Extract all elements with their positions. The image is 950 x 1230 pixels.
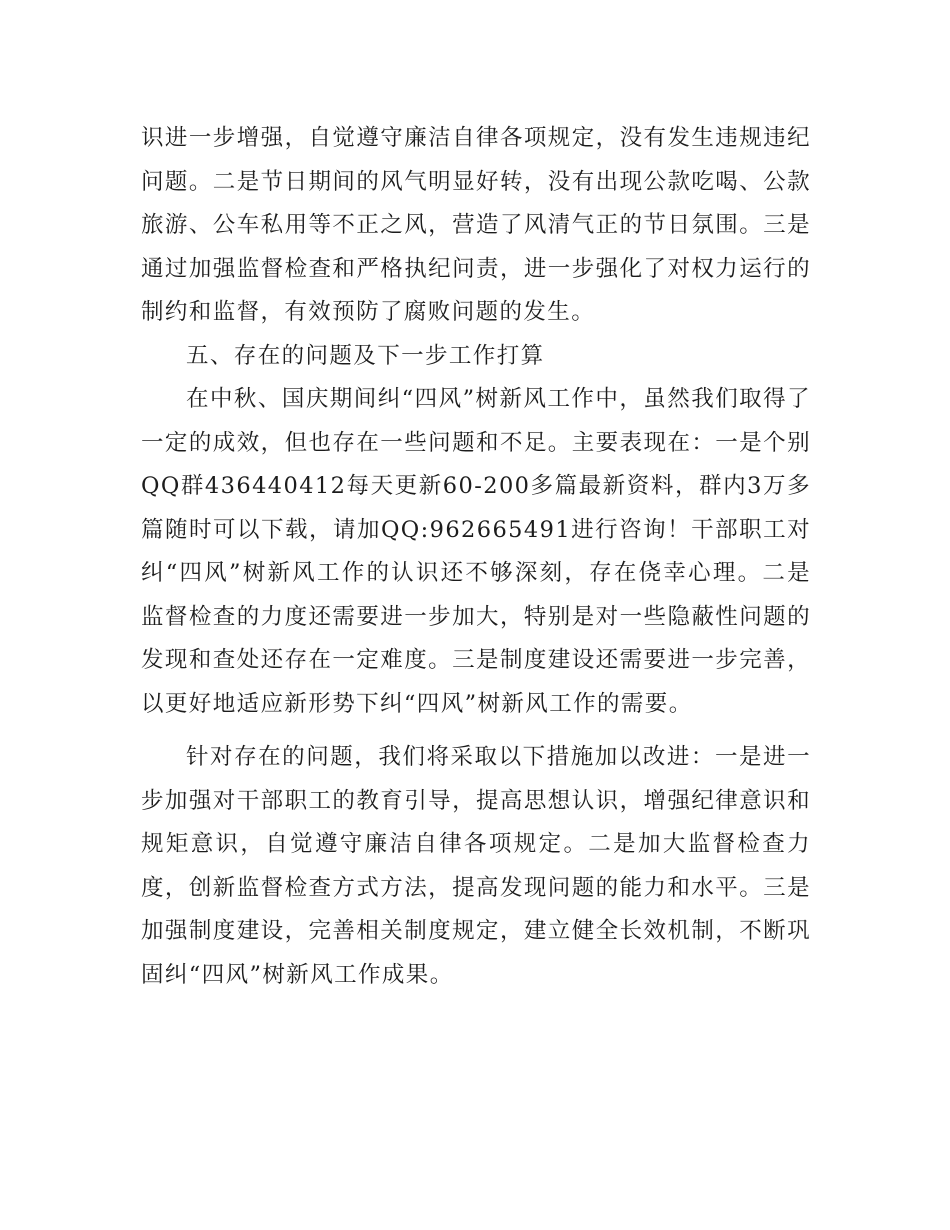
section-heading-problems-and-plans: 五、存在的问题及下一步工作打算 xyxy=(186,342,545,369)
document-body xyxy=(141,117,811,997)
paragraph-problems: 在中秋、国庆期间纠“四风”树新风工作中，虽然我们取得了一定的成效，但也存在一些问题和不足。主要表现在：一是个别QQ群436440412每天更新60-200多篇最新资料，群内3万多篇随时可以下载，请加QQ:962665491进行咨询！干部职工对纠“四风”树新风工作的认识还不够深刻，存在侥幸心理。二是监督检查的力度还需要进一步加大，特别是对一些隐蔽性问题的发现和查处还存在一定难度。三是制度建设还需要进一步完善，以更好地适应新形势下纠“四风”树新风工作的需要。 xyxy=(141,386,811,717)
paragraph-improvement-measures: 针对存在的问题，我们将采取以下措施加以改进：一是进一步加强对干部职工的教育引导，提高思想认识，增强纪律意识和规矩意识，自觉遵守廉洁自律各项规定。二是加大监督检查力度，创新监督检查方式方法，提高发现问题的能力和水平。三是加强制度建设，完善相关制度规定，建立健全长效机制，不断巩固纠“四风”树新风工作成果。 xyxy=(141,744,811,988)
paragraph-results-continued: 识进一步增强，自觉遵守廉洁自律各项规定，没有发生违规违纪问题。二是节日期间的风气明显好转，没有出现公款吃喝、公款旅游、公车私用等不正之风，营造了风清气正的节日氛围。三是通过加强监督检查和严格执纪问责，进一步强化了对权力运行的制约和监督，有效预防了腐败问题的发生。 xyxy=(141,125,811,325)
